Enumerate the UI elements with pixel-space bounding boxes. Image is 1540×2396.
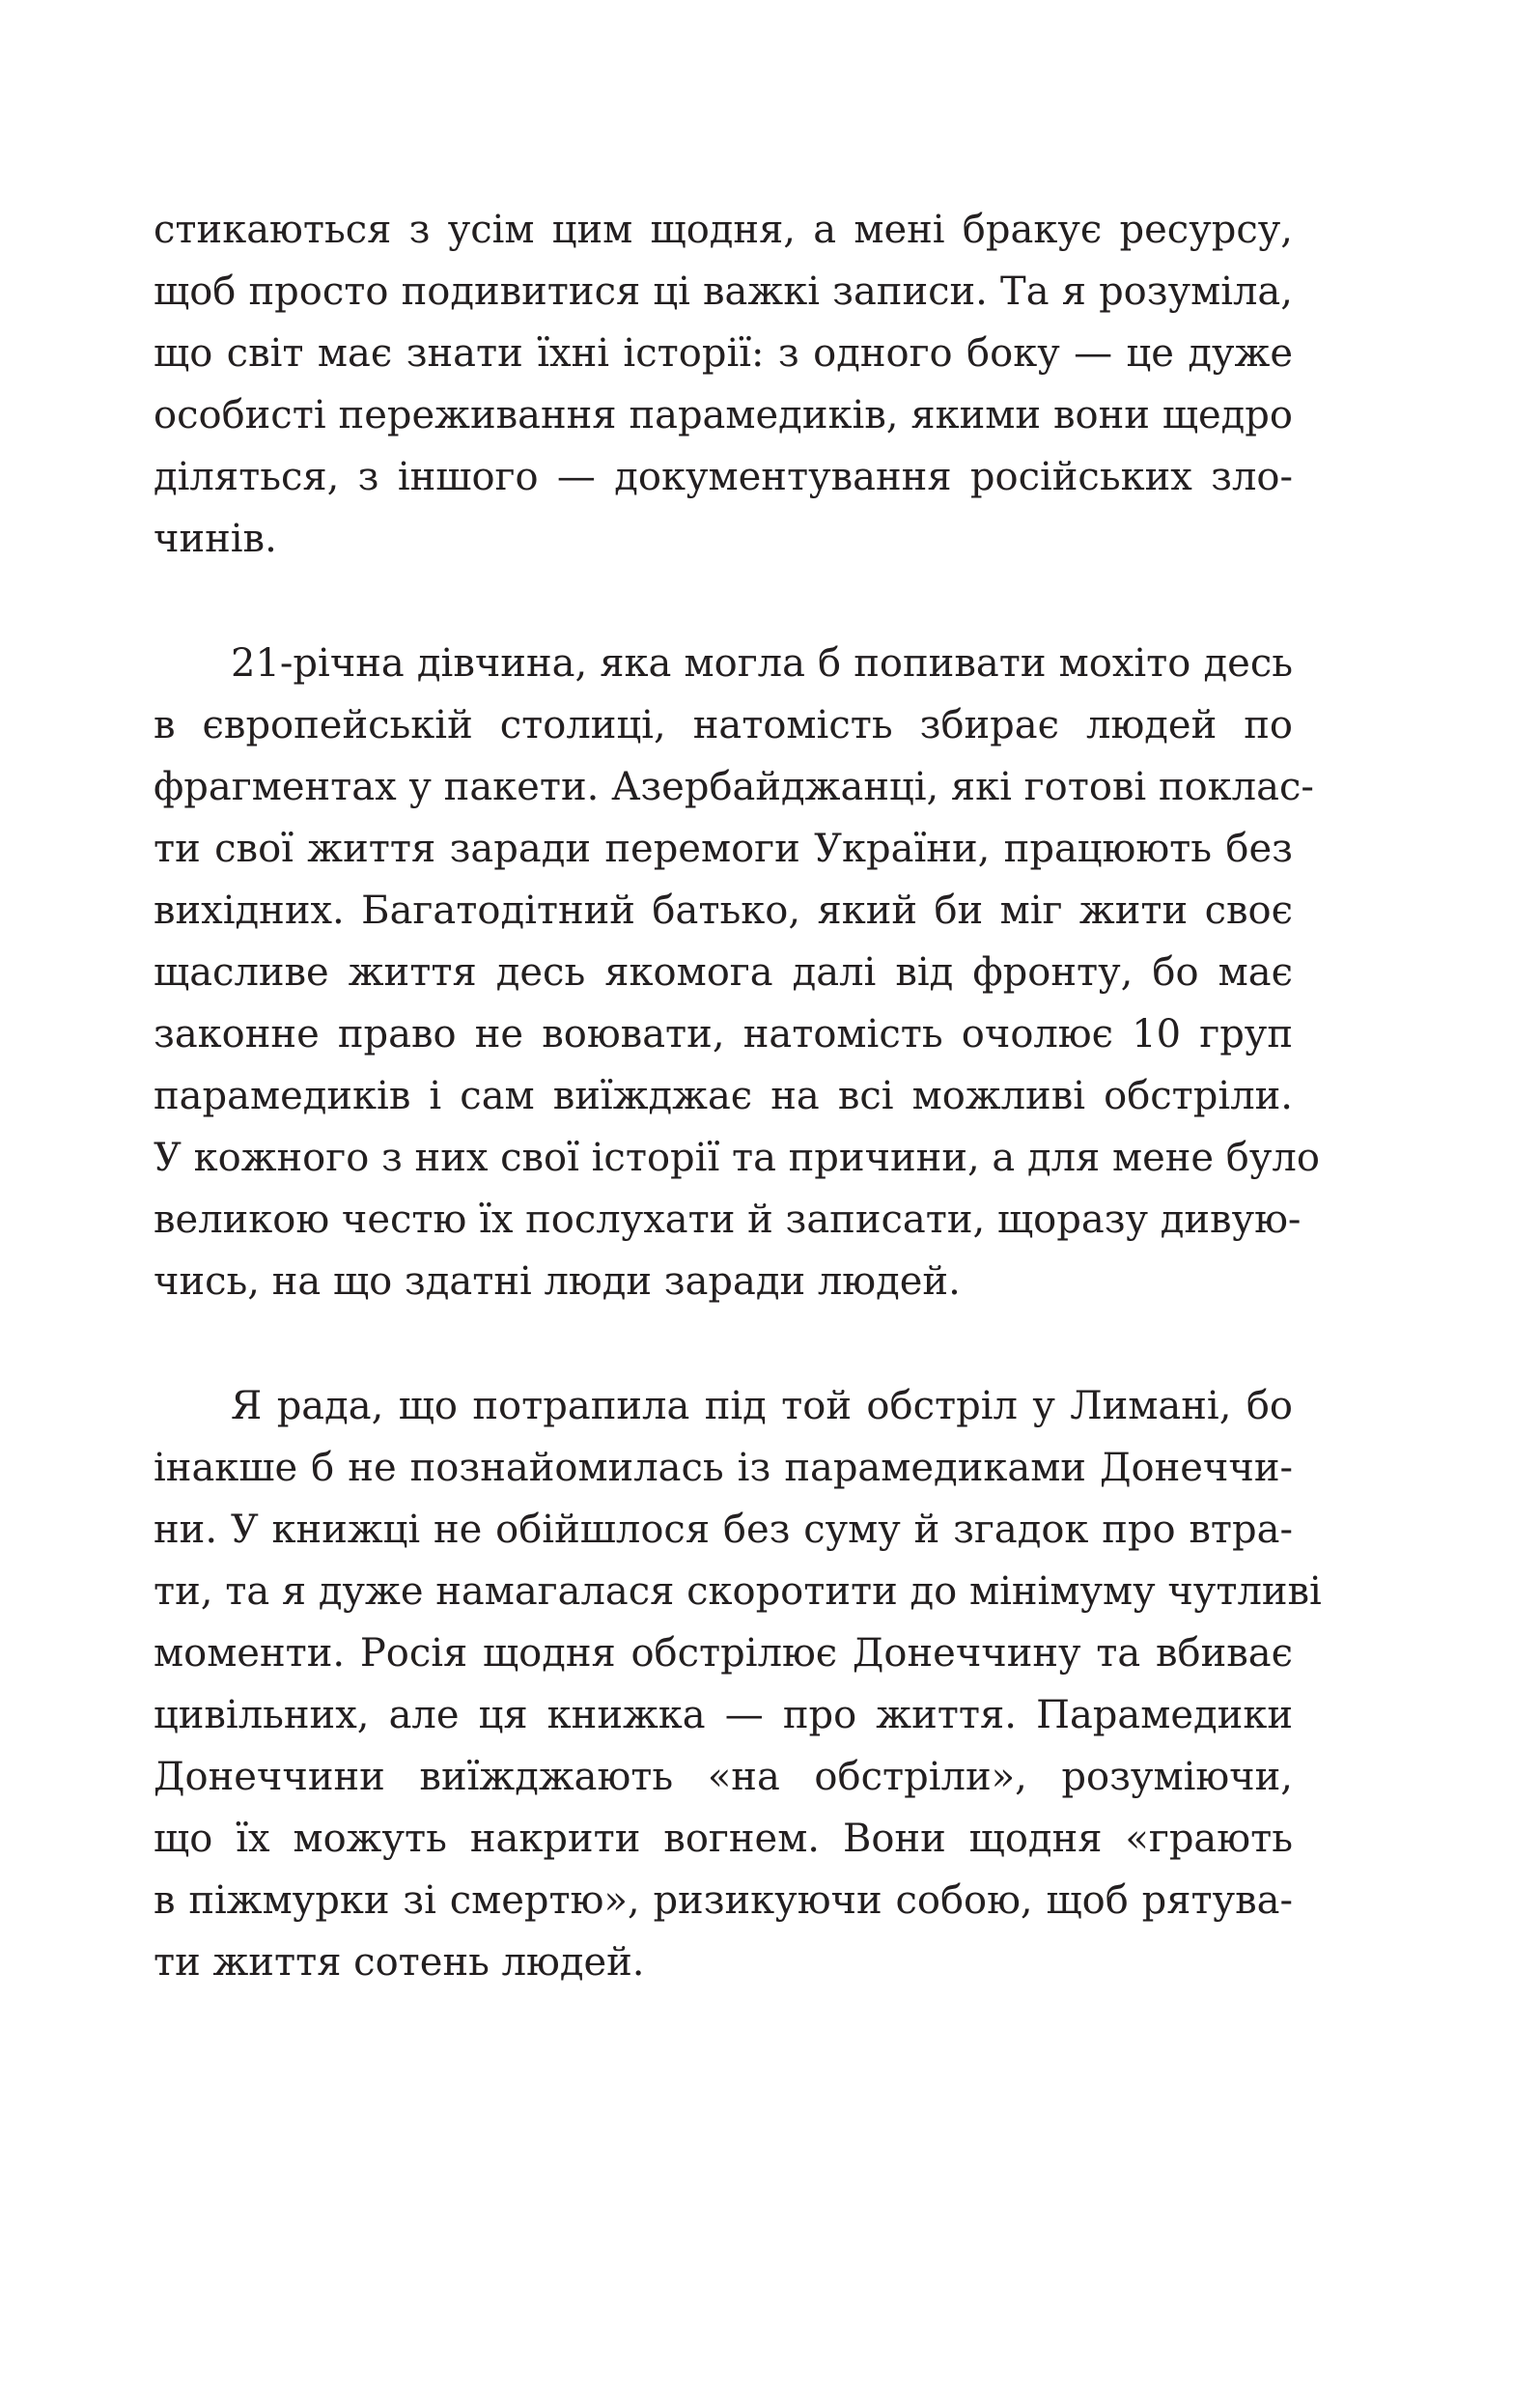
text-line: Я рада, що потрапила під той обстріл у Лимані, бо xyxy=(231,1384,1293,1428)
text-line: У кожного з них свої історії та причини, а для мене було xyxy=(154,1136,1320,1180)
text-line: стикаються з усім цим щодня, а мені бракує ресурсу, xyxy=(154,208,1293,252)
text-line: щоб просто подивитися ці важкі записи. Та я розуміла, xyxy=(154,269,1293,314)
text-line: 21-річна дівчина, яка могла б попивати мохіто десь xyxy=(231,641,1293,686)
paragraph-1 xyxy=(154,199,1293,570)
text-line: що їх можуть накрити вогнем. Вони щодня «грають xyxy=(154,1817,1293,1861)
text-line: в європейській столиці, натомість збирає людей по xyxy=(154,703,1293,747)
paragraph-3 xyxy=(154,1375,1322,1993)
text-line: чинів. xyxy=(154,517,277,561)
text-line: моменти. Росія щодня обстрілює Донеччину та вбиває xyxy=(154,1631,1293,1676)
body-text xyxy=(154,199,1322,1993)
text-line: парамедиків і сам виїжджає на всі можливі обстріли. xyxy=(154,1074,1293,1118)
text-line: вихідних. Багатодітний батько, який би міг жити своє xyxy=(154,888,1293,933)
text-line: особисті переживання парамедиків, якими вони щедро xyxy=(154,393,1293,437)
text-line: цивільних, але ця книжка — про життя. Парамедики xyxy=(154,1693,1293,1737)
text-line: законне право не воювати, натомість очолює 10 груп xyxy=(154,1012,1293,1057)
text-line: щасливе життя десь якомога далі від фронту, бо має xyxy=(154,950,1293,995)
text-line: ти, та я дуже намагалася скоротити до мінімуму чутливі xyxy=(154,1569,1322,1614)
text-line: ни. У книжці не обійшлося без суму й згадок про втра- xyxy=(154,1508,1293,1552)
text-line: ти свої життя заради перемоги України, працюють без xyxy=(154,827,1293,871)
text-line: Донеччини виїжджають «на обстріли», розуміючи, xyxy=(154,1755,1293,1799)
text-line: діляться, з іншого — документування російських зло- xyxy=(154,455,1293,499)
text-line: в піжмурки зі смертю», ризикуючи собою, щоб рятува- xyxy=(154,1878,1293,1923)
text-line: великою честю їх послухати й записати, щоразу дивую- xyxy=(154,1198,1302,1242)
text-line: що світ має знати їхні історії: з одного боку — це дуже xyxy=(154,331,1293,376)
text-line: ти життя сотень людей. xyxy=(154,1940,645,1985)
text-line: інакше б не познайомилась із парамедиками Донеччи- xyxy=(154,1446,1293,1490)
paragraph-2 xyxy=(154,633,1320,1312)
text-line: чись, на що здатні люди заради людей. xyxy=(154,1259,961,1304)
text-line: фрагментах у пакети. Азербайджанці, які готові поклас- xyxy=(154,765,1314,809)
